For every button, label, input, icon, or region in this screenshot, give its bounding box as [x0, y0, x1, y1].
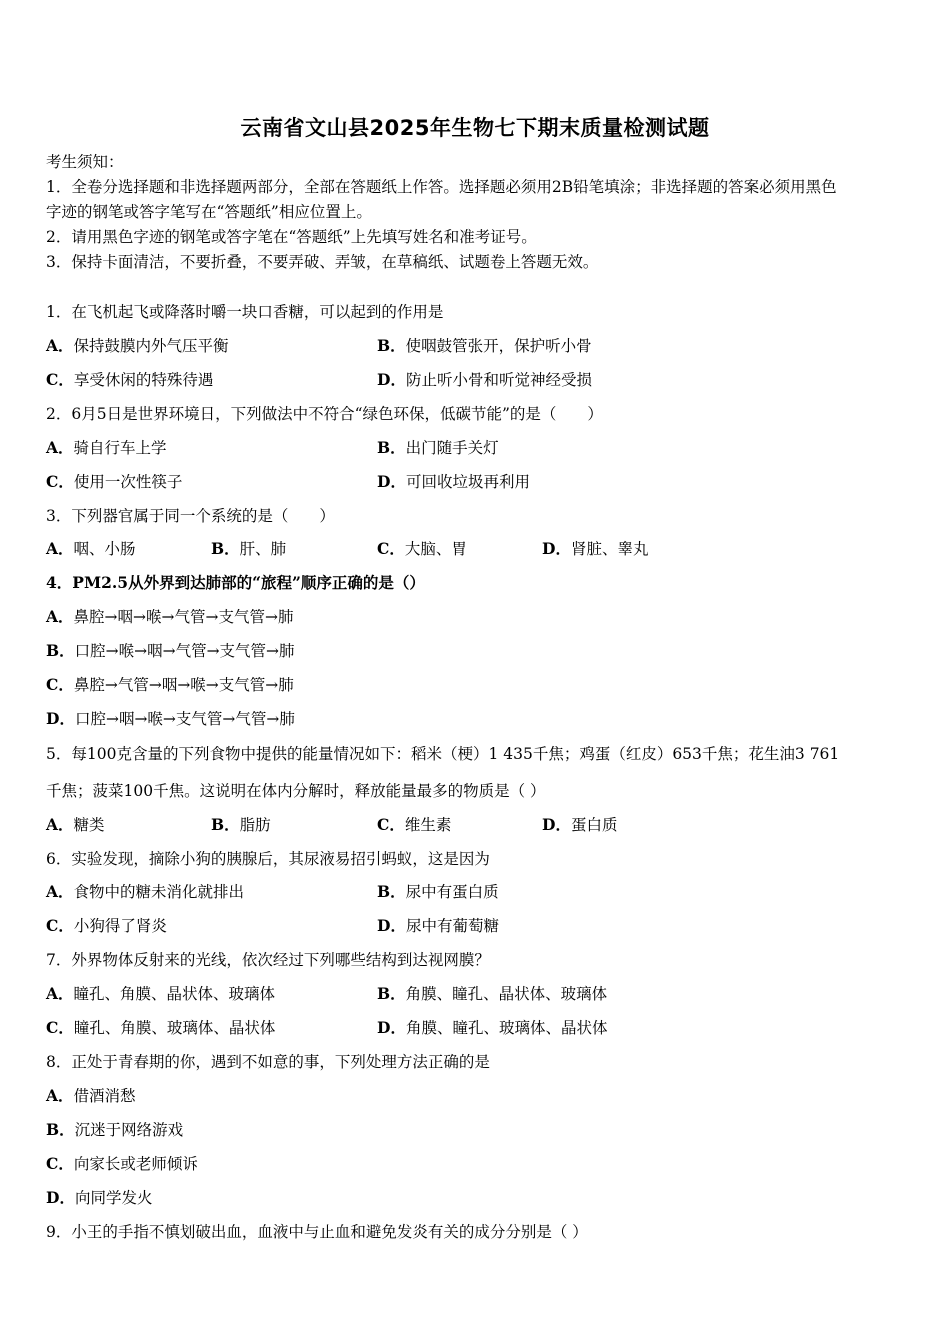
option-d[interactable]: D．防止听小骨和听觉神经受损 [377, 370, 592, 389]
option-c[interactable]: C．小狗得了肾炎 [46, 916, 167, 935]
page-title: 云南省文山县2025年生物七下期末质量检测试题 [240, 116, 710, 140]
notice-item: 字迹的钢笔或答字笔写在“答题纸”相应位置上。 [46, 203, 372, 221]
option-d[interactable]: D．向同学发火 [46, 1188, 153, 1207]
option-a[interactable]: A．咽、小肠 [46, 539, 136, 558]
option-b[interactable]: B．脂肪 [211, 815, 271, 834]
option-d[interactable]: D．角膜、瞳孔、玻璃体、晶状体 [377, 1018, 608, 1037]
notice-heading: 考生须知： [46, 153, 124, 171]
option-c[interactable]: C．瞳孔、角膜、玻璃体、晶状体 [46, 1018, 276, 1037]
question-stem: 4．PM2.5从外界到达肺部的“旅程”顺序正确的是（） [46, 573, 425, 592]
option-a[interactable]: A．瞳孔、角膜、晶状体、玻璃体 [46, 984, 276, 1003]
option-d[interactable]: D．可回收垃圾再利用 [377, 472, 530, 491]
option-b[interactable]: B．出门随手关灯 [377, 438, 499, 457]
question-stem: 3．下列器官属于同一个系统的是（ ） [46, 507, 335, 525]
option-a[interactable]: A．鼻腔→咽→喉→气管→支气管→肺 [46, 607, 294, 626]
notice-item: 3．保持卡面清洁，不要折叠，不要弄破、弄皱，在草稿纸、试题卷上答题无效。 [46, 253, 599, 271]
option-c[interactable]: C．享受休闲的特殊待遇 [46, 370, 214, 389]
option-c[interactable]: C．大脑、胃 [377, 539, 467, 558]
option-d[interactable]: D．口腔→咽→喉→支气管→气管→肺 [46, 709, 295, 728]
option-d[interactable]: D．蛋白质 [542, 815, 618, 834]
notice-item: 2．请用黑色字迹的钢笔或答字笔在“答题纸”上先填写姓名和准考证号。 [46, 228, 537, 246]
option-b[interactable]: B．使咽鼓管张开，保护听小骨 [377, 336, 592, 355]
option-b[interactable]: B．沉迷于网络游戏 [46, 1120, 184, 1139]
question-stem: 9．小王的手指不慎划破出血，血液中与止血和避免发炎有关的成分分别是（ ） [46, 1223, 588, 1241]
question-stem: 1．在飞机起飞或降落时嚼一块口香糖，可以起到的作用是 [46, 303, 444, 321]
option-b[interactable]: B．肝、肺 [211, 539, 287, 558]
question-stem-continued: 千焦；菠菜100千焦。这说明在体内分解时，释放能量最多的物质是（ ） [46, 782, 546, 800]
option-a[interactable]: A．保持鼓膜内外气压平衡 [46, 336, 229, 355]
question-stem: 6．实验发现，摘除小狗的胰腺后，其尿液易招引蚂蚁，这是因为 [46, 850, 490, 868]
question-stem: 2．6月5日是世界环境日，下列做法中不符合“绿色环保，低碳节能”的是（ ） [46, 405, 603, 423]
option-c[interactable]: C．维生素 [377, 815, 452, 834]
option-d[interactable]: D．肾脏、睾丸 [542, 539, 649, 558]
option-a[interactable]: A．借酒消愁 [46, 1086, 136, 1105]
option-d[interactable]: D．尿中有葡萄糖 [377, 916, 499, 935]
question-stem: 5．每100克含量的下列食物中提供的能量情况如下：稻米（梗）1 435千焦；鸡蛋（红皮）653千焦；花生油3 761 [46, 745, 840, 763]
question-stem: 8．正处于青春期的你，遇到不如意的事，下列处理方法正确的是 [46, 1053, 490, 1071]
question-stem: 7．外界物体反射来的光线，依次经过下列哪些结构到达视网膜？ [46, 951, 490, 969]
option-a[interactable]: A．食物中的糖未消化就排出 [46, 882, 245, 901]
option-b[interactable]: B．口腔→喉→咽→气管→支气管→肺 [46, 641, 295, 660]
option-b[interactable]: B．角膜、瞳孔、晶状体、玻璃体 [377, 984, 608, 1003]
option-c[interactable]: C．使用一次性筷子 [46, 472, 183, 491]
option-b[interactable]: B．尿中有蛋白质 [377, 882, 499, 901]
option-c[interactable]: C．向家长或老师倾诉 [46, 1154, 198, 1173]
option-a[interactable]: A．糖类 [46, 815, 105, 834]
option-c[interactable]: C．鼻腔→气管→咽→喉→支气管→肺 [46, 675, 294, 694]
notice-item: 1．全卷分选择题和非选择题两部分，全部在答题纸上作答。选择题必须用2B铅笔填涂；非选择题的答案必须用黑色 [46, 178, 837, 196]
option-a[interactable]: A．骑自行车上学 [46, 438, 167, 457]
